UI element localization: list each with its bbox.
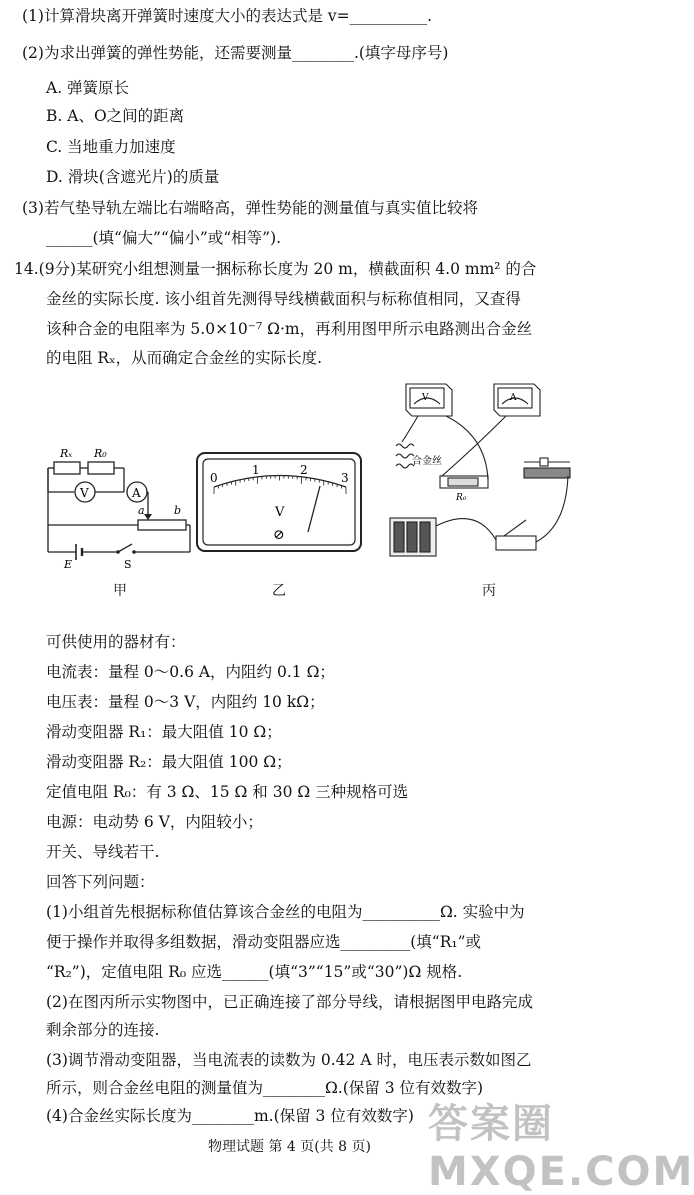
equipment-voltmeter: 电压表：量程 0～3 V，内阻约 10 kΩ； bbox=[46, 693, 325, 711]
bing-v-label: V bbox=[422, 393, 429, 403]
figure-yi-voltmeter-dial bbox=[196, 452, 362, 552]
q14-part3-line2: 所示，则合金丝电阻的测量值为________Ω.(保留 3 位有效数字) bbox=[46, 1079, 484, 1097]
r0-resistor bbox=[88, 462, 114, 474]
switch-label: S bbox=[124, 558, 132, 571]
rheostat-symbol bbox=[138, 520, 186, 530]
tick-label-0: 0 bbox=[210, 471, 218, 485]
figure-bing-caption: 丙 bbox=[482, 583, 496, 599]
bing-a-label: A bbox=[510, 393, 517, 403]
figure-jia-caption: 甲 bbox=[113, 583, 127, 599]
q14-part1-line1: (1)小组首先根据标称值估算该合金丝的电阻为__________Ω. 实验中为 bbox=[46, 903, 525, 921]
option-a: A. 弹簧原长 bbox=[46, 79, 130, 97]
q13-part2: (2)为求出弹簧的弹性势能，还需要测量________.(填字母序号) bbox=[22, 44, 449, 62]
watermark: 答案圈 MXQE.COM bbox=[428, 1101, 694, 1195]
equipment-intro: 可供使用的器材有： bbox=[46, 633, 186, 651]
q14-part1-line2: 便于操作并取得多组数据，滑动变阻器应选_________(填“R₁”或 bbox=[46, 933, 482, 951]
option-b: B. A、O之间的距离 bbox=[46, 107, 185, 125]
page-footer: 物理试题 第 4 页(共 8 页) bbox=[208, 1139, 371, 1155]
option-c: C. 当地重力加速度 bbox=[46, 138, 176, 156]
q14-part3-line1: (3)调节滑动变阻器，当电流表的读数为 0.42 A 时，电压表示数如图乙 bbox=[46, 1051, 532, 1069]
q14-stem-4: 的电阻 Rₓ，从而确定合金丝的实际长度. bbox=[46, 349, 323, 367]
a-label: A bbox=[132, 486, 141, 500]
q14-part2-line1: (2)在图丙所示实物图中，已正确连接了部分导线，请根据图甲电路完成 bbox=[46, 993, 533, 1011]
answer-intro: 回答下列问题： bbox=[46, 873, 155, 891]
q13-part3-cont: ______(填“偏大”“偏小”或“相等”). bbox=[46, 229, 282, 247]
q14-stem-3: 该种合金的电阻率为 5.0×10⁻⁷ Ω·m，再利用图甲所示电路测出合金丝 bbox=[46, 320, 533, 338]
q14-part2-line2: 剩余部分的连接. bbox=[46, 1021, 160, 1039]
tick-label-1: 1 bbox=[252, 463, 260, 477]
q14-part1-line3: “R₂”)，定值电阻 R₀ 应选______(填“3”“15”或“30”)Ω 规格. bbox=[46, 963, 463, 981]
rheostat-coil bbox=[524, 468, 570, 478]
q14-stem-2: 金丝的实际长度. 该小组首先测得导线横截面积与标称值相同，又查得 bbox=[46, 290, 521, 308]
emf-label: E bbox=[64, 558, 73, 571]
knife-switch bbox=[496, 536, 536, 550]
q13-part3: (3)若气垫导轨左端比右端略高，弹性势能的测量值与真实值比较将 bbox=[22, 199, 478, 217]
q14-stem-1: 14.(9分)某研究小组想测量一捆标称长度为 20 m，横截面积 4.0 mm² 的合 bbox=[14, 260, 537, 278]
tick-label-2: 2 bbox=[300, 463, 308, 477]
equipment-r2: 滑动变阻器 R₂：最大阻值 100 Ω； bbox=[46, 753, 292, 771]
equipment-r0: 定值电阻 R₀：有 3 Ω、15 Ω 和 30 Ω 三种规格可选 bbox=[46, 783, 409, 801]
v-label: V bbox=[80, 486, 89, 500]
alloy-wire-label: 合金丝 bbox=[412, 456, 442, 467]
equipment-source: 电源：电动势 6 V，内阻较小； bbox=[46, 813, 263, 831]
equipment-ammeter: 电流表：量程 0～0.6 A，内阻约 0.1 Ω； bbox=[46, 663, 335, 681]
rx-resistor bbox=[54, 462, 80, 474]
q13-part1: (1)计算滑块离开弹簧时速度大小的表达式是 v=__________. bbox=[22, 7, 433, 25]
rx-label: Rₓ bbox=[60, 447, 73, 460]
equipment-r1: 滑动变阻器 R₁：最大阻值 10 Ω； bbox=[46, 723, 282, 741]
equipment-switch: 开关、导线若干. bbox=[46, 843, 160, 861]
r0-label: R₀ bbox=[94, 447, 107, 460]
figure-bing-apparatus bbox=[376, 376, 572, 568]
zero-adjust-icon: ⊘ bbox=[273, 527, 285, 543]
option-d: D. 滑块(含遮光片)的质量 bbox=[46, 168, 220, 186]
point-a-label: a bbox=[138, 504, 145, 517]
figure-yi-caption: 乙 bbox=[272, 583, 286, 599]
tick-label-3: 3 bbox=[341, 471, 349, 485]
point-b-label: b bbox=[174, 504, 182, 517]
figure-jia-circuit bbox=[40, 440, 200, 580]
bing-r0-label: R₀ bbox=[456, 493, 467, 503]
q14-part4: (4)合金丝实际长度为________m.(保留 3 位有效数字) bbox=[46, 1107, 414, 1125]
unit-label: V bbox=[275, 505, 285, 520]
